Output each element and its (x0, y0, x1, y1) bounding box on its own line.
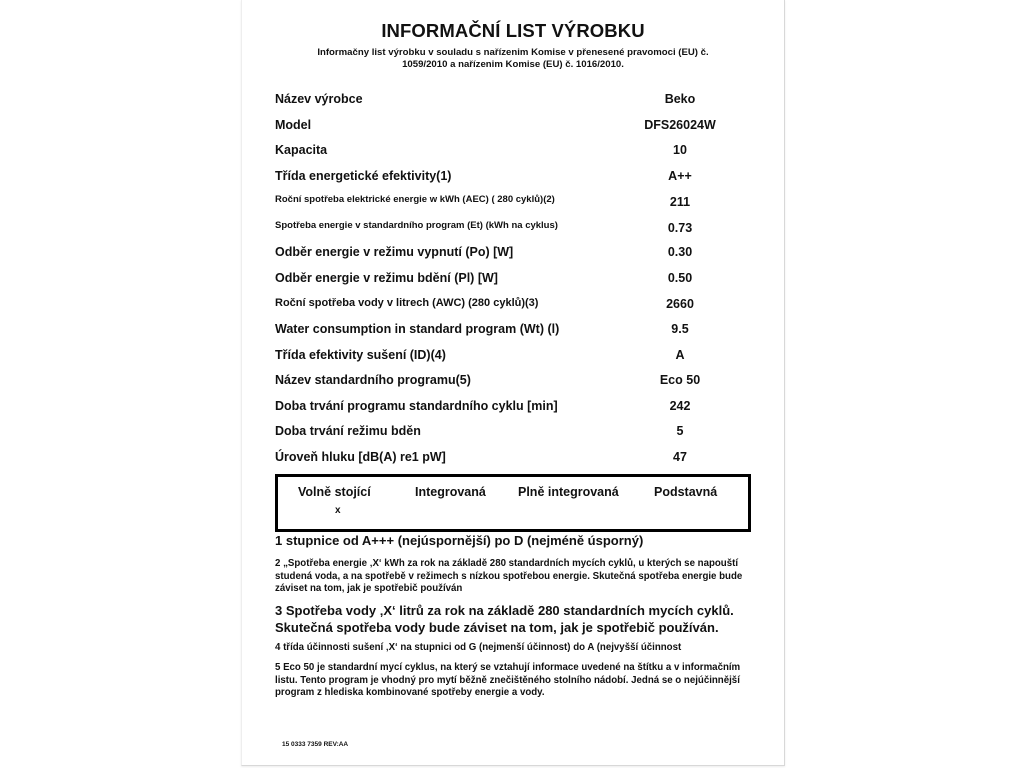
installation-under-counter: Podstavná (654, 485, 718, 499)
installation-selected-mark: x (335, 505, 341, 516)
spec-label: Doba trvání programu standardního cyklu [min] (275, 399, 558, 413)
spec-value: 0.30 (667, 245, 693, 259)
installation-integrated: Integrovaná (415, 485, 486, 499)
spec-value: 9.5 (671, 322, 689, 336)
spec-value: 242 (669, 399, 691, 413)
spec-value: Beko (664, 92, 696, 106)
document-code: 15 0333 7359 REV:AA (282, 741, 349, 748)
spec-value: Eco 50 (659, 373, 701, 387)
spec-label: Odběr energie v režimu bdění (Pl) [W] (275, 271, 498, 285)
spec-label: Název standardního programu(5) (275, 373, 471, 387)
footnote-1: 1 stupnice od A+++ (nejúspornější) po D (nejméně úsporný) (275, 533, 644, 548)
spec-value: 211 (669, 195, 691, 209)
spec-label: Třída energetické efektivity(1) (275, 169, 452, 183)
spec-label: Roční spotřeba elektrické energie w kWh (AEC) ( 280 cyklů)(2) (275, 194, 555, 205)
footnote-5: 5 Eco 50 je standardní mycí cyklus, na který se vztahují informace uvedené na štítku a v informačním listu. Tento program je vhodný pro mytí běžně znečištěného stolního nádobí. Jedná se o nejúčinnější program z hlediska kombinované spotřeby energie a vody. (275, 662, 741, 698)
spec-label: Roční spotřeba vody v litrech (AWC) (280 cyklů)(3) (275, 297, 539, 309)
spec-value: 5 (676, 424, 684, 438)
footnote-3: 3 Spotřeba vody ‚X‘ litrů za rok na základě 280 standardních mycích cyklů. Skutečná spotřeba vody bude záviset na tom, jak je spotřebič používán. (275, 603, 734, 635)
installation-freestanding: Volně stojící (298, 485, 371, 499)
spec-label: Spotřeba energie v standardního program (Et) (kWh na cyklus) (275, 220, 558, 231)
spec-value: 10 (673, 143, 687, 157)
spec-label: Odběr energie v režimu vypnutí (Po) [W] (275, 245, 514, 259)
spec-value: 2660 (666, 297, 694, 311)
spec-value: DFS26024W (644, 118, 716, 132)
installation-fully-integrated: Plně integrovaná (518, 485, 619, 499)
document-title: INFORMAČNÍ LIST VÝROBKU (381, 20, 645, 41)
spec-label: Doba trvání režimu bděn (275, 424, 421, 438)
spec-label: Název výrobce (275, 92, 363, 106)
document-page (241, 0, 785, 766)
installation-type-box (275, 474, 751, 532)
spec-value: 0.50 (667, 271, 693, 285)
footnote-2: 2 „Spotřeba energie ‚X‘ kWh za rok na základě 280 standardních mycích cyklů, u kterých se napouští studená voda, a na spotřebě v režimech s nízkou spotřebou energie. Skutečná spotřeba energie bude záviset na tom, jak je spotřebič používán (275, 558, 743, 594)
spec-label: Model (275, 118, 312, 132)
document-subtitle: Informačny list výrobku v souladu s nařízenim Komise v přenesené pravomoci (EU) č. 1059/2010 a nařízenim Komise (EU) č. 1016/2010. (317, 47, 709, 70)
spec-label: Úroveň hluku [dB(A) re1 pW] (275, 450, 446, 464)
spec-value: 0.73 (667, 221, 693, 235)
spec-label: Water consumption in standard program (Wt) (l) (275, 322, 560, 336)
spec-value: 47 (673, 450, 687, 464)
spec-label: Třída efektivity sušení (ID)(4) (275, 348, 446, 362)
spec-value: A (675, 348, 685, 362)
spec-label: Kapacita (275, 143, 328, 157)
spec-value: A++ (668, 169, 692, 183)
footnote-4: 4 třída účinnosti sušení ‚X‘ na stupnici od G (nejmenší účinnost) do A (nejvyšší účinnost (275, 642, 682, 653)
